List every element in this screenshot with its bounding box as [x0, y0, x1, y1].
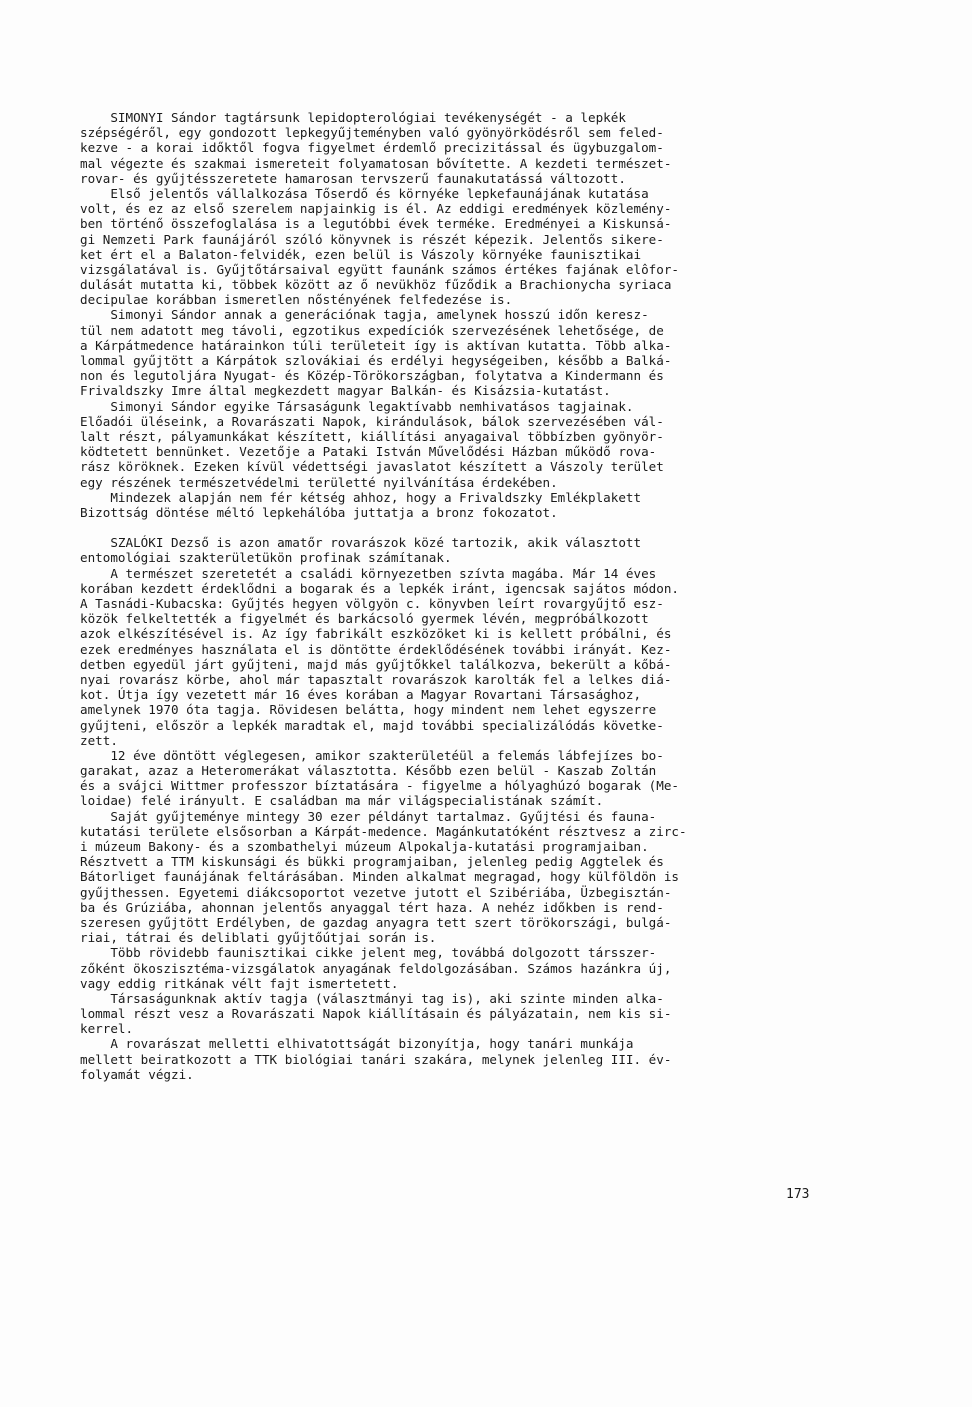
text-line: Bizottság döntése méltó lepkehálóba juttatja a bronz fokozatot. [80, 504, 558, 520]
text-line: Első jelentős vállalkozása Tőserdő és környéke lepkefaunájának kutatása [80, 185, 649, 201]
text-line: loidae) felé irányult. E családban ma már világspecialistának számít. [80, 793, 604, 809]
text-line: Előadói üléseink, a Rovarászati Napok, kirándulások, bálok szervezésében vál- [80, 413, 664, 429]
text-line: és a svájci Wittmer professzor bíztatására - figyelme a hólyaghúzó bogarak (Me- [80, 778, 679, 794]
text-line: szépségéről, egy gondozott lepkegyűjteményben való gyönyörködésről sem feled- [80, 125, 664, 141]
text-line: ezek eredményes használata el is döntötte érdeklődésének további irányát. Kez- [80, 641, 672, 657]
paragraph-simonyi [80, 110, 910, 520]
text-line: non és legutoljára Nyugat- és Közép-Törökországban, folytatva a Kindermann és [80, 368, 664, 384]
text-line: vagy eddig ritkának vélt fajt ismertetett. [80, 975, 399, 991]
text-line: egy részének természetvédelmi területté nyilvánítása érdekében. [80, 474, 558, 490]
text-line: SZALÓKI Dezső is azon amatőr rovarászok közé tartozik, akik választott [80, 535, 642, 551]
text-line: A Tasnádi-Kubacska: Gyűjtés hegyen völgyön c. könyvben leírt rovargyűjtő esz- [80, 596, 664, 611]
text-line: folyamát végzi. [80, 1066, 194, 1082]
page-number: 173 [786, 1187, 810, 1202]
text-line: zőként ökoszisztéma-vizsgálatok anyagának feldolgozásában. Számos hazánkra új, [80, 960, 672, 976]
text-line: rász köröknek. Ezeken kívül védettségi javaslatot készített a Vászoly terület [80, 459, 664, 475]
text-line: közök felkeltették a figyelmét és barkácsoló gyermek lévén, megpróbálkozott [80, 611, 649, 627]
text-line: 12 éve döntött véglegesen, amikor szakterületéül a felemás lábfejízes bo- [80, 747, 664, 763]
text-line: azok elkészítésével is. Az így fabrikált eszközöket ki is kellett próbálni, és [80, 626, 672, 642]
text-line: ba és Grúziába, ahonnan jelentős anyaggal tért haza. A nehéz időkben is rend- [80, 899, 664, 915]
text-line: vizsgálatával is. Gyűjtőtársaival együtt faunánk számos értékes fajának elôfor- [80, 261, 679, 277]
text-line: lommal részt vesz a Rovarászati Napok kiállításain és pályázatain, nem kis si- [80, 1006, 672, 1022]
text-line: A rovarászat melletti elhivatottságát bizonyítja, hogy tanári munkája [80, 1036, 634, 1052]
text-line: SIMONYI Sándor tagtársunk lepidopterológiai tevékenységét - a lepkék [80, 110, 626, 125]
text-line: amelynek 1970 óta tagja. Rövidesen belátta, hogy mindent nem lehet egyszerre [80, 702, 657, 718]
paragraph-szaloki [80, 535, 910, 1082]
text-line: ben történő összefoglalása is a legutóbbi évek terméke. Eredményei a Kiskunsá- [80, 216, 672, 232]
text-line: mal végezte és szakmai ismereteit folyamatosan bővítette. A kezdeti természet- [80, 155, 672, 171]
text-line: zett. [80, 732, 118, 748]
text-line: A természet szeretetét a családi környezetben szívta magába. Már 14 éves [80, 565, 657, 581]
text-line: Saját gyűjteménye mintegy 30 ezer példányt tartalmaz. Gyűjtési és fauna- [80, 808, 657, 824]
text-line: Bátorliget faunájának feltárásában. Minden alkalmat megragad, hogy külföldön is [80, 869, 679, 885]
paragraph-gap [80, 520, 910, 535]
text-line: kezve - a korai időktől fogva figyelmet érdemlő precizitással és ügybuzgalom- [80, 140, 664, 156]
text-line: garakat, azaz a Heteromerákat választotta. Később ezen belül - Kaszab Zoltán [80, 763, 657, 779]
text-line: decipulae korábban ismeretlen nőstényének felfedezése is. [80, 292, 513, 308]
text-line: gyűjthessen. Egyetemi diákcsoportot vezetve jutott el Szibériába, Üzbegisztán- [80, 884, 672, 900]
text-line: Frivaldszky Imre által megkezdett magyar Balkán- és Kisázsia-kutatást. [80, 383, 611, 399]
text-line: kerrel. [80, 1021, 134, 1037]
text-line: nyai rovarász körbe, ahol már tapasztalt rovarászok karolták fel a lelkes diá- [80, 671, 672, 687]
text-line: ket ért el a Balaton-felvidék, ezen belül is Vászoly környéke faunisztikai [80, 246, 642, 262]
text-line: szeresen gyűjtött Erdélyben, de gazdag anyagra tett szert törökországi, bulgá- [80, 914, 672, 930]
text-line: Mindezek alapján nem fér kétség ahhoz, hogy a Frivaldszky Emlékplakett [80, 489, 642, 505]
text-line: Több rövidebb faunisztikai cikke jelent meg, továbbá dolgozott társszer- [80, 945, 657, 961]
document-body [80, 110, 910, 1082]
text-line: lommal gyűjtött a Kárpátok szlovákiai és erdélyi hegységeiben, később a Balká- [80, 353, 672, 368]
text-line: rovar- és gyűjtésszeretete hamarosan tervszerű faunakutatássá változott. [80, 170, 626, 186]
text-line: korában kezdett érdeklődni a bogarak és a lepkék iránt, igencsak sajátos módon. [80, 580, 679, 596]
text-line: mellett beiratkozott a TTK biológiai tanári szakára, melynek jelenleg III. év- [80, 1051, 672, 1067]
text-line: dulását mutatta ki, többek között az ő nevükhöz fűződik a Brachionycha syriaca [80, 277, 672, 293]
text-line: a Kárpátmedence határainkon túli területeit így is aktívan kutatta. Több alka- [80, 337, 672, 353]
text-line: Simonyi Sándor egyike Társaságunk legaktívabb nemhivatásos tagjainak. [80, 398, 634, 414]
text-line: entomológiai szakterületükön profinak számítanak. [80, 550, 452, 566]
text-line: Résztvett a TTM kiskunsági és bükki programjaiban, jelenleg pedig Aggtelek és [80, 854, 664, 870]
text-line: Simonyi Sándor annak a generációnak tagja, amelynek hosszú időn keresz- [80, 307, 649, 323]
text-line: Társaságunknak aktív tagja (választmányi tag is), aki szinte minden alka- [80, 990, 664, 1006]
text-line: i múzeum Bakony- és a szombathelyi múzeum Alpokalja-kutatási programjaiban. [80, 839, 649, 854]
text-line: kot. Útja így vezetett már 16 éves korában a Magyar Rovartani Társasághoz, [80, 687, 642, 703]
text-line: ködtetett bennünket. Vezetője a Pataki István Művelődési Házban működő rova- [80, 444, 657, 460]
text-line: detben egyedül járt gyűjteni, majd más gyűjtőkkel találkozva, bekerült a kőbá- [80, 656, 672, 672]
text-line: lalt részt, pályamunkákat készített, kiállítási anyagaival többízben gyönyör- [80, 428, 664, 444]
text-line: gyűjteni, először a lepkék maradtak el, majd további specializálódás követke- [80, 717, 664, 733]
text-line: gi Nemzeti Park faunájáról szóló könyvnek is részét képezik. Jelentős sikere- [80, 231, 664, 247]
text-line: volt, és ez az első szerelem napjainkig is él. Az eddigi eredmények közlemény- [80, 201, 672, 217]
text-line: riai, tátrai és deliblati gyűjtőútjai során is. [80, 930, 437, 946]
text-line: tül nem adatott meg távoli, egzotikus expedíciók szervezésének lehetősége, de [80, 322, 664, 338]
text-line: kutatási területe elsősorban a Kárpát-medence. Magánkutatóként résztvesz a zirc- [80, 823, 687, 839]
